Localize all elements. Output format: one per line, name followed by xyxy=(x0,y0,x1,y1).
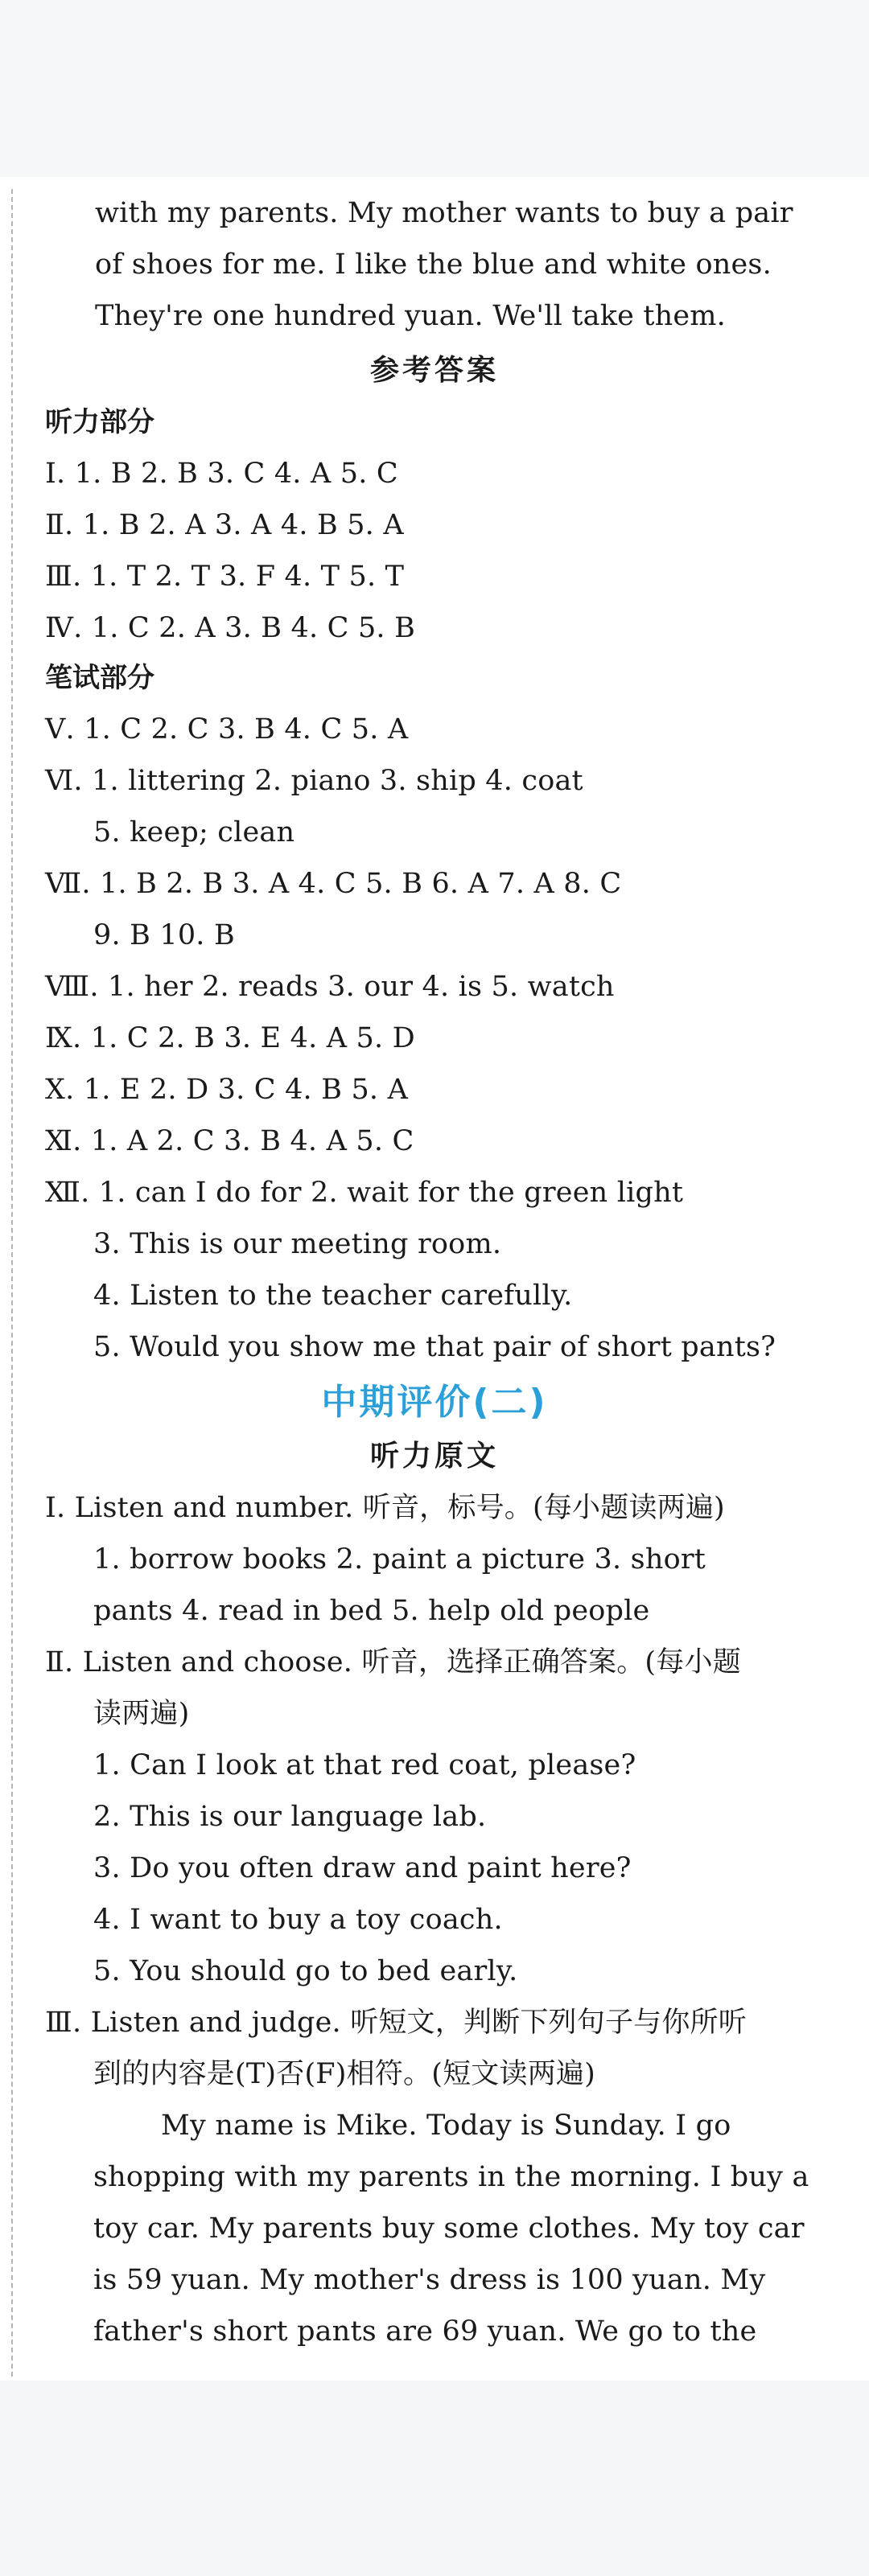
choose-item: 3. Do you often draw and paint here? xyxy=(93,1852,632,1884)
answer-line: Ⅴ. 1. C 2. C 3. B 4. C 5. A xyxy=(45,713,409,746)
answer-line: 5. Would you show me that pair of short pants? xyxy=(93,1331,776,1363)
answer-line: Ⅱ. 1. B 2. A 3. A 4. B 5. A xyxy=(45,509,404,541)
answer-line: Ⅷ. 1. her 2. reads 3. our 4. is 5. watch xyxy=(45,971,615,1003)
choose-item: 4. I want to buy a toy coach. xyxy=(93,1904,503,1936)
answer-line: Ⅺ. 1. A 2. C 3. B 4. A 5. C xyxy=(45,1125,414,1157)
section-line: 1. borrow books 2. paint a picture 3. short xyxy=(93,1543,706,1576)
listening-text-title: 听力原文 xyxy=(369,1440,499,1473)
intro-line: They're one hundred yuan. We'll take them. xyxy=(95,300,726,332)
answer-line: Ⅻ. 1. can I do for 2. wait for the green light xyxy=(45,1177,684,1209)
section-heading: Ⅰ. Listen and number. 听音，标号。(每小题读两遍) xyxy=(45,1492,725,1524)
binding-margin-line xyxy=(11,189,13,2377)
answer-line: Ⅳ. 1. C 2. A 3. B 4. C 5. B xyxy=(45,612,415,644)
choose-item: 5. You should go to bed early. xyxy=(93,1955,518,1987)
midterm-title: 中期评价(二) xyxy=(321,1382,548,1423)
answer-line: 3. This is our meeting room. xyxy=(93,1228,502,1260)
answer-line: 5. keep; clean xyxy=(93,816,295,848)
answer-line: Ⅶ. 1. B 2. B 3. A 4. C 5. B 6. A 7. A 8. C xyxy=(45,868,622,900)
answer-line: Ⅰ. 1. B 2. B 3. C 4. A 5. C xyxy=(45,458,398,490)
choose-item: 2. This is our language lab. xyxy=(93,1801,487,1833)
passage-line: is 59 yuan. My mother's dress is 100 yuan. My xyxy=(93,2264,766,2296)
passage-line: shopping with my parents in the morning. I buy a xyxy=(93,2161,809,2193)
passage-line: toy car. My parents buy some clothes. My toy car xyxy=(93,2212,805,2245)
passage-line: My name is Mike. Today is Sunday. I go xyxy=(161,2110,731,2142)
answer-key-title: 参考答案 xyxy=(369,354,499,387)
answer-line: Ⅹ. 1. E 2. D 3. C 4. B 5. A xyxy=(45,1074,409,1106)
section-heading-cont: 到的内容是(T)否(F)相符。(短文读两遍) xyxy=(93,2058,595,2090)
bottom-blank-area xyxy=(0,2381,869,2576)
answer-line: 4. Listen to the teacher carefully. xyxy=(93,1280,573,1312)
listening-part-label: 听力部分 xyxy=(45,406,154,438)
choose-item: 1. Can I look at that red coat, please? xyxy=(93,1749,636,1781)
section-heading-cont: 读两遍) xyxy=(93,1698,190,1730)
section-heading: Ⅲ. Listen and judge. 听短文，判断下列句子与你所听 xyxy=(45,2007,747,2039)
answer-line: Ⅵ. 1. littering 2. piano 3. ship 4. coat xyxy=(45,765,583,797)
written-part-label: 笔试部分 xyxy=(45,662,154,694)
answer-line: Ⅸ. 1. C 2. B 3. E 4. A 5. D xyxy=(45,1022,415,1054)
top-blank-area xyxy=(0,0,869,177)
section-heading: Ⅱ. Listen and choose. 听音，选择正确答案。(每小题 xyxy=(45,1646,741,1678)
intro-line: with my parents. My mother wants to buy a pair xyxy=(95,197,793,229)
answer-line: 9. B 10. B xyxy=(93,919,235,951)
passage-line: father's short pants are 69 yuan. We go to the xyxy=(93,2315,757,2348)
answer-line: Ⅲ. 1. T 2. T 3. F 4. T 5. T xyxy=(45,561,405,593)
intro-line: of shoes for me. I like the blue and white ones. xyxy=(95,249,772,281)
section-line: pants 4. read in bed 5. help old people xyxy=(93,1595,650,1627)
